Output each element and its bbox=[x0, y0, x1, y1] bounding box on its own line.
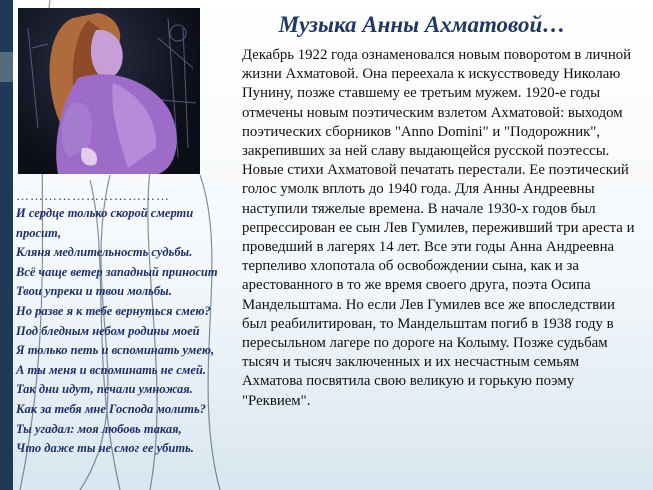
poem-stanza bbox=[16, 204, 246, 459]
portrait-image bbox=[18, 8, 200, 174]
poem-line: Ты угадал: моя любовь такая, bbox=[16, 421, 182, 436]
poem-line: И сердце только скорой смерти bbox=[16, 206, 194, 220]
left-bar-highlight bbox=[0, 52, 13, 82]
poem-line: Кляня медлительность судьбы. bbox=[16, 245, 193, 260]
poem-line: Я только петь и вспоминать умею, bbox=[16, 343, 215, 358]
portrait-illustration-icon bbox=[18, 8, 200, 174]
dotted-separator: …………………………… bbox=[16, 188, 170, 203]
poem-line: Всё чаще ветер западный приносит bbox=[16, 264, 218, 279]
poem-line: А ты меня и вспоминать не смей. bbox=[16, 362, 206, 377]
poem-line: Что даже ты не смог ее убить. bbox=[16, 441, 194, 456]
poem-line: просит, bbox=[16, 225, 62, 240]
poem-line: Как за тебя мне Господа молить? bbox=[16, 401, 206, 416]
biography-paragraph: Декабрь 1922 года ознаменовался новым поворотом в личной жизни Ахматовой. Она переехала к искусствоведу Николаю Пунину, позже ставшему ее третьим мужем. 1920-е годы отмечены новым поэтическим взлетом Ахматовой: выходом поэтических сборников "Anno Domini" и "Подорожник", закрепивших за ней славу выдающейся русской поэтессы. Новые стихи Ахматовой печатать перестали. Ее поэтический голос умолк вплоть до 1940 года. Для Анны Андреевны наступили тяжелые времена. В начале 1930-х годов был репрессирован ее сын Лев Гумилев, переживший три ареста и проведший в лагерях 14 лет. Все эти годы Анна Андреевна терпеливо хлопотала об освобождении сына, как и за арестованного в то же время своего друга, поэта Осипа Мандельштама. Но если Лев Гумилев все же впоследствии был реабилитирован, то Мандельштам погиб в 1938 году в пересыльном лагере по дороге на Колыму. Позже судьбам тысяч и тысяч заключенных и их несчастным семьям Ахматова посвятила свою великую и горькую поэму "Реквием". bbox=[242, 47, 635, 409]
slide-title: Музыка Анны Ахматовой… bbox=[278, 12, 566, 37]
poem-line: Но разве я к тебе вернуться смею? bbox=[16, 303, 211, 318]
poem-line: Под бледным небом родины моей bbox=[16, 323, 200, 338]
poem-line: Твои упреки и твои мольбы. bbox=[16, 284, 172, 299]
poem-line: Так дни идут, печали умножая. bbox=[16, 382, 193, 397]
